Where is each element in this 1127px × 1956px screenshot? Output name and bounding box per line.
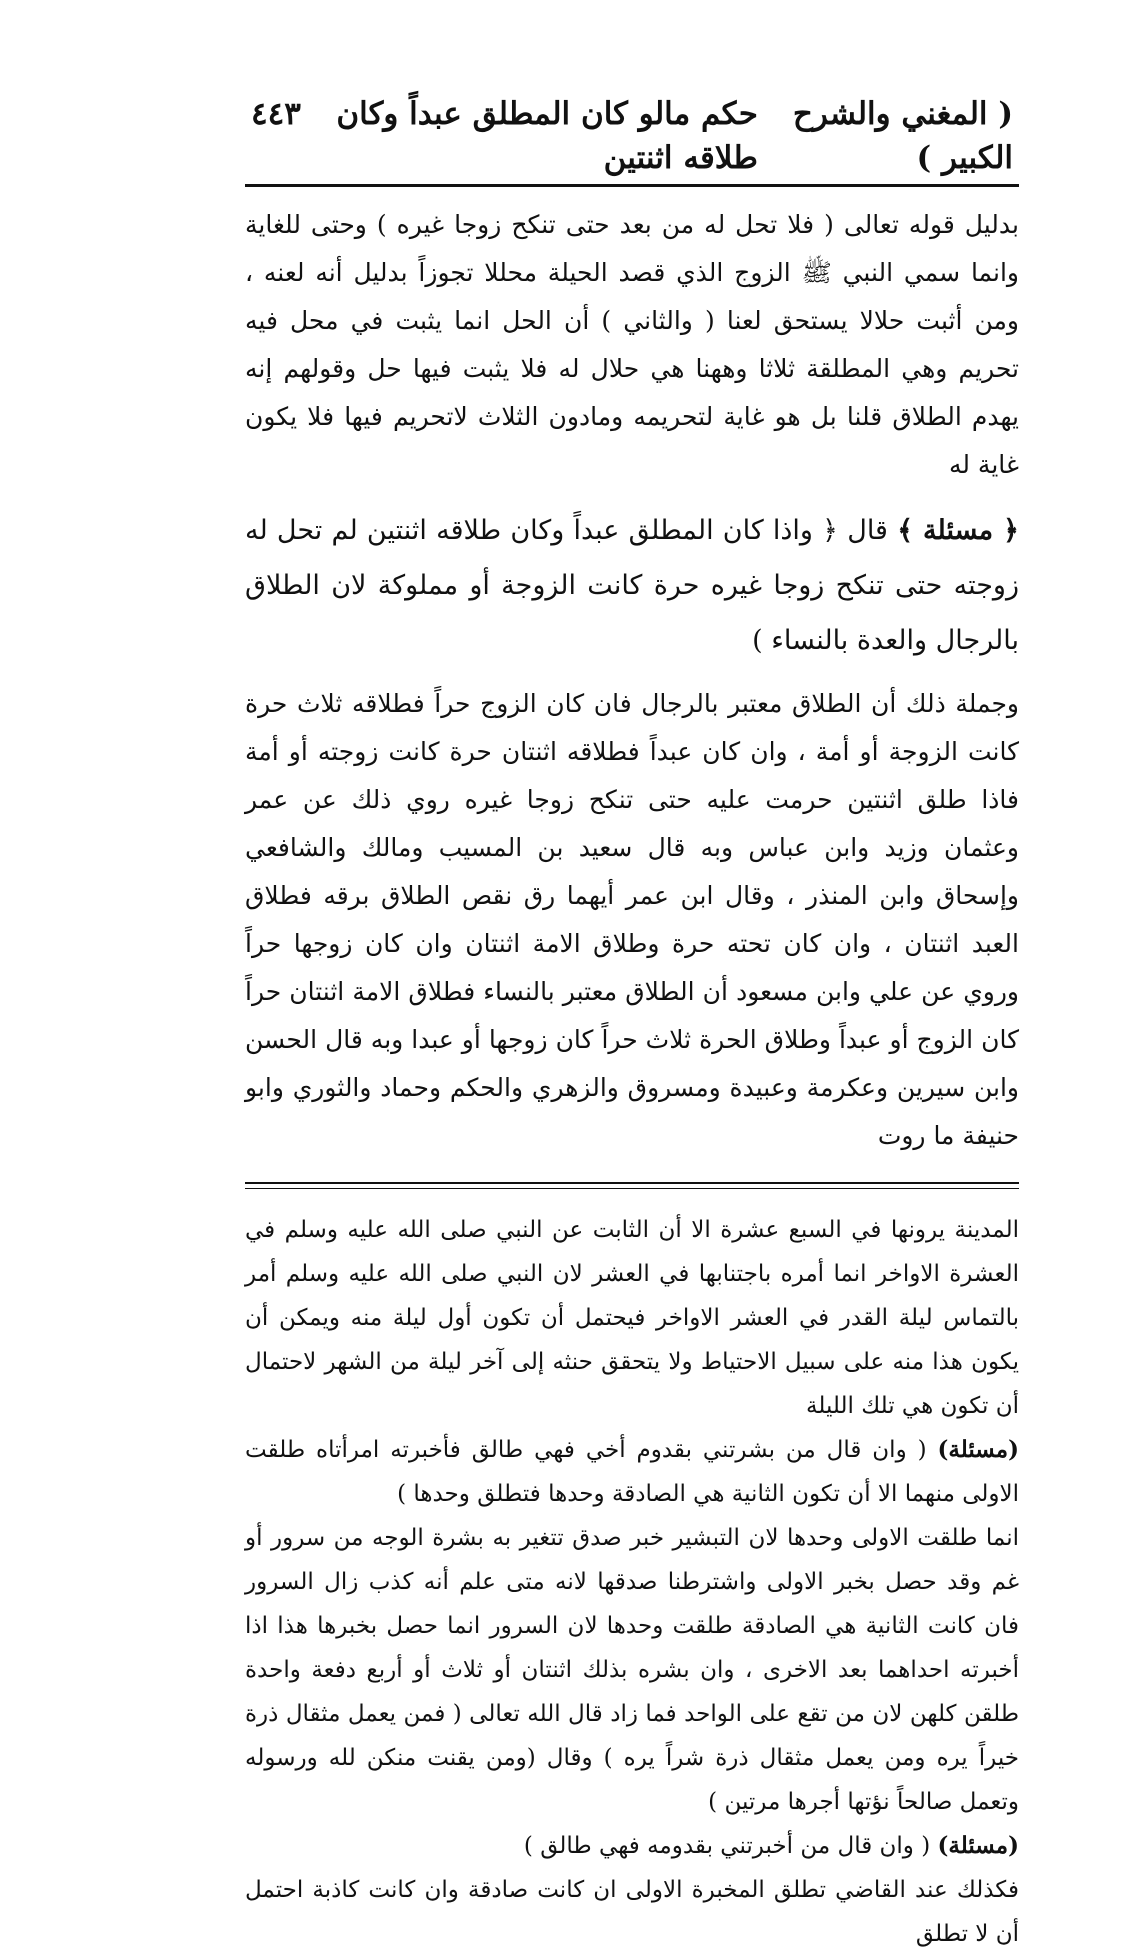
- section-separator: [245, 1182, 1019, 1194]
- header-rule: [245, 184, 1019, 187]
- lower-text: [245, 1208, 1019, 1956]
- main-paragraph-2: [245, 680, 1019, 1160]
- separator-line-thick: [245, 1182, 1019, 1184]
- masala-2: [245, 1428, 1019, 1516]
- text-line: المدينة يرونها في السبع عشرة الا أن الثابت عن النبي صلى الله عليه وسلم في العشرة الاواخر انما: [245, 1217, 1019, 1287]
- text-line: الحل انما يثبت في محل فيه تحريم وهي المطلقة ثلاثا وههنا هي حلال له فلا يثبت فيها حل وقولهم إنه: [245, 306, 1019, 383]
- text-line: وان كان تحته حرة وطلاق الامة اثنتان وان كان زوجها حراً وروي عن علي وابن مسعود أن الطلاق معتبر: [245, 929, 1019, 1006]
- text-line: الا أن تكون الثانية هي الصادقة وحدها فتطلق وحدها ): [397, 1481, 898, 1507]
- book-title: ( المغني والشرح الكبير ): [792, 96, 1013, 176]
- text-line: أو أمة ، وان كان عبداً فطلاقه اثنتان حرة كانت زوجته أو أمة فاذا طلق اثنتين حرمت عليه حتى: [245, 737, 1019, 814]
- lower-paragraph-3: [245, 1868, 1019, 1956]
- main-paragraph-1: [245, 201, 1019, 489]
- text-line: قال ﴿ واذا كان المطلق عبداً وكان طلاقه اثنتين لم تحل له زوجته حتى: [245, 515, 1019, 601]
- masala-label: (مسئلة): [937, 1832, 1019, 1859]
- text-line: لاحتمال أن تكون هي تلك الليلة: [245, 1349, 1019, 1419]
- masala-label: (مسئلة): [937, 1436, 1019, 1463]
- text-line: تنكح زوجا غيره روي ذلك عن عمر وعثمان وزيد وابن عباس وبه قال سعيد بن المسيب ومالك: [245, 785, 1019, 862]
- text-line: الزوج الذي قصد الحيلة محللا تجوزاً بدليل أنه لعنه ، ومن أثبت حلالا يستحق لعنا ( والثاني ) أن: [245, 258, 1019, 335]
- separator-line-thin: [245, 1188, 1019, 1189]
- text-line: ( وان قال من أخبرتني بقدومه فهي طالق ): [523, 1833, 931, 1859]
- lower-paragraph-1: [245, 1208, 1019, 1428]
- text-line: ( فمن يعمل مثقال ذرة خيراً يره ومن يعمل مثقال ذرة شراً يره ) وقال (ومن يقنت منكن لله ورسوله: [245, 1701, 1019, 1771]
- text-line: بدليل قوله تعالى ( فلا تحل له من بعد حتى تنكح زوجا غيره ) وحتى للغاية وانما سمي النبي ﷺ: [245, 210, 1019, 287]
- text-line: والشافعي وإسحاق وابن المنذر ، وقال ابن عمر أيهما رق نقص الطلاق برقه فطلاق العبد اثنتان ،: [245, 833, 1019, 958]
- text-line: تنكح زوجا غيره حرة كانت الزوجة أو مملوكة لان الطلاق بالرجال والعدة بالنساء ): [245, 570, 1019, 656]
- section-title: حكم مالو كان المطلق عبداً وكان طلاقه اثنتين: [336, 96, 758, 176]
- text-line: الحسن وابن سيرين وعكرمة وعبيدة ومسروق والزهري والحكم وحماد والثوري وابو حنيفة ما روت: [245, 1025, 1019, 1150]
- text-line: فكذلك عند القاضي تطلق المخبرة الاولى ان كانت صادقة وان كانت كاذبة احتمل أن لا تطلق: [245, 1877, 1019, 1947]
- text-line: طلقت وحدها لان السرور انما حصل بخبرها هذا اذا أخبرته احداهما بعد الاخرى ، وان بشره: [245, 1613, 1019, 1683]
- text-line: بذلك اثنتان أو ثلاث أو أربع دفعة واحدة طلقن كلهن لان من تقع على الواحد فما زاد قال الله تعالى: [245, 1657, 1020, 1727]
- masala-3: [245, 1824, 1019, 1868]
- masala-label: ﴿ مسئلة ﴾: [897, 515, 1019, 546]
- running-head: [245, 92, 1019, 180]
- text-line: يهدم الطلاق قلنا بل هو غاية لتحريمه ومادون الثلاث لاتحريم فيها فلا يكون غاية له: [245, 402, 1019, 479]
- page-number: ٤٤٣: [251, 96, 301, 132]
- text-line: انما طلقت الاولى وحدها لان التبشير خبر صدق تتغير به بشرة الوجه من سرور أو غم وقد: [245, 1525, 1019, 1595]
- text-line: بالنساء فطلاق الامة اثنتان حراً كان الزوج أو عبداً وطلاق الحرة ثلاث حراً كان زوجها أو عبدا وبه قال: [245, 977, 1019, 1054]
- text-line: حصل بخبر الاولى واشترطنا صدقها لانه متى علم أنه كذب زال السرور فان كانت الثانية هي الصادقة: [245, 1569, 1019, 1639]
- text-line: أمره باجتنابها في العشر لان النبي صلى الله عليه وسلم أمر بالتماس ليلة القدر في العشر الاواخر فيحتمل: [245, 1261, 1020, 1331]
- text-line: وجملة ذلك أن الطلاق معتبر بالرجال فان كان الزوج حراً فطلاقه ثلاث حرة كانت الزوجة: [245, 689, 1020, 766]
- main-text: [245, 201, 1019, 1160]
- lower-paragraph-2: [245, 1516, 1019, 1824]
- masala-heading: [245, 503, 1019, 668]
- text-line: وتعمل صالحاً نؤتها أجرها مرتين ): [708, 1789, 1019, 1815]
- text-line: ( وان قال من بشرتني بقدوم أخي فهي طالق فأخبرته امرأتاه طلقت الاولى منهما: [245, 1437, 1019, 1507]
- text-line: أن تكون أول ليلة منه ويمكن أن يكون هذا منه على سبيل الاحتياط ولا يتحقق حنثه إلى آخر ليلة من الشهر: [245, 1305, 1019, 1375]
